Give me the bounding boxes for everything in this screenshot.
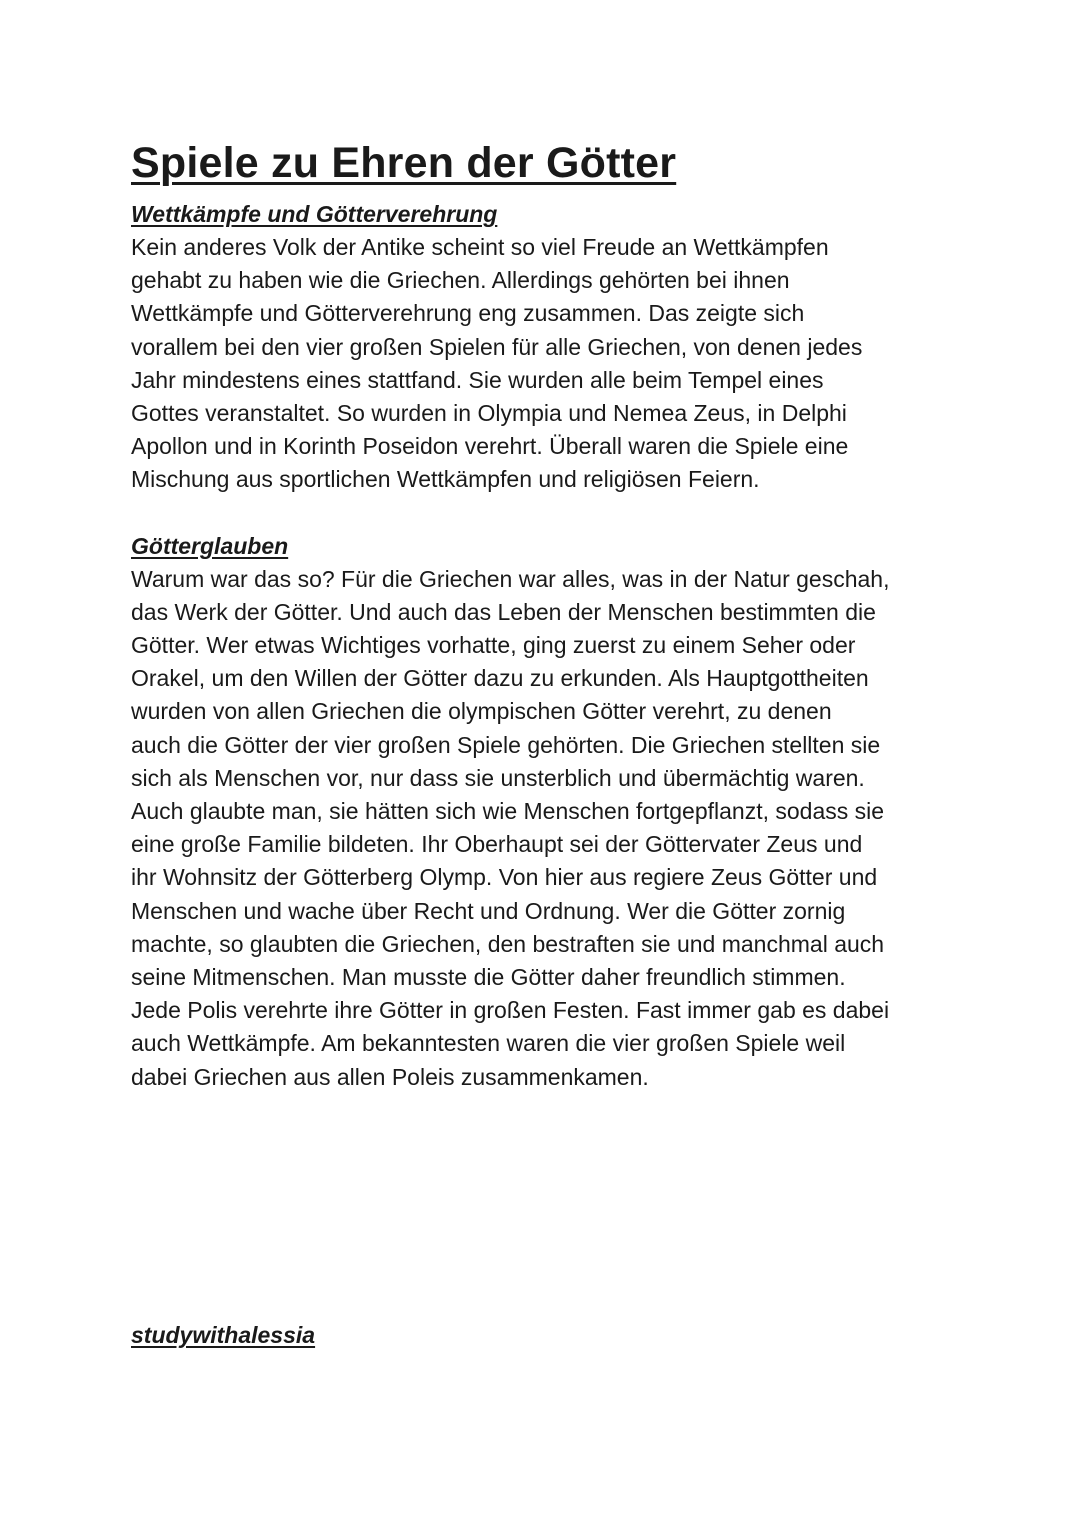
text-line: Wettkämpfe und Götterverehrung eng zusammen. Das zeigte sich [131,300,805,327]
paragraph-spacer [131,497,961,530]
text-line: Götter. Wer etwas Wichtiges vorhatte, ging zuerst zu einem Seher oder [131,632,856,659]
text-line: dabei Griechen aus allen Poleis zusammenkamen. [131,1063,649,1090]
text-line: gehabt zu haben wie die Griechen. Allerdings gehörten bei ihnen [131,267,790,294]
text-line: Menschen und wache über Recht und Ordnung. Wer die Götter zornig [131,897,846,924]
text-line: Orakel, um den Willen der Götter dazu zu erkunden. Als Hauptgottheiten [131,665,869,692]
text-line: Jahr mindestens eines stattfand. Sie wurden alle beim Tempel eines [131,366,824,393]
section-wettkaempfe [131,198,961,497]
text-line: auch die Götter der vier großen Spiele gehörten. Die Griechen stellten sie [131,731,881,758]
text-line: Apollon und in Korinth Poseidon verehrt. Überall waren die Spiele eine [131,433,849,460]
text-line: eine große Familie bildeten. Ihr Oberhaupt sei der Göttervater Zeus und [131,831,863,858]
page-title: Spiele zu Ehren der Götter [131,139,677,187]
text-line: vorallem bei den vier großen Spielen für alle Griechen, von denen jedes [131,333,863,360]
text-line: Kein anderes Volk der Antike scheint so viel Freude an Wettkämpfen [131,234,829,260]
text-line: Auch glaubte man, sie hätten sich wie Menschen fortgepflanzt, sodass sie [131,798,885,825]
text-line: Warum war das so? Für die Griechen war alles, was in der Natur geschah, [131,565,890,592]
section-heading: Wettkämpfe und Götterverehrung [131,201,498,227]
text-line: ihr Wohnsitz der Götterberg Olymp. Von hier aus regiere Zeus Götter und [131,864,878,891]
section-goetterglauben [131,530,961,1094]
text-line: Jede Polis verehrte ihre Götter in großen Festen. Fast immer gab es dabei [131,997,890,1024]
section-paragraph [131,231,961,497]
document-page [131,136,961,1094]
text-line: Gottes veranstaltet. So wurden in Olympia und Nemea Zeus, in Delphi [131,400,847,427]
text-line: wurden von allen Griechen die olympischen Götter verehrt, zu denen [131,698,832,725]
text-line: machte, so glaubten die Griechen, den bestraften sie und manchmal auch [131,930,885,957]
text-line: auch Wettkämpfe. Am bekanntesten waren die vier großen Spiele weil [131,1030,846,1057]
text-line: das Werk der Götter. Und auch das Leben der Menschen bestimmten die [131,598,876,625]
author-signature: studywithalessia [131,1322,316,1348]
section-heading: Götterglauben [131,532,289,559]
text-line: seine Mitmenschen. Man musste die Götter daher freundlich stimmen. [131,964,846,991]
text-line: sich als Menschen vor, nur dass sie unsterblich und übermächtig waren. [131,764,865,791]
text-line: Mischung aus sportlichen Wettkämpfen und religiösen Feiern. [131,466,760,493]
section-paragraph [131,563,961,1094]
